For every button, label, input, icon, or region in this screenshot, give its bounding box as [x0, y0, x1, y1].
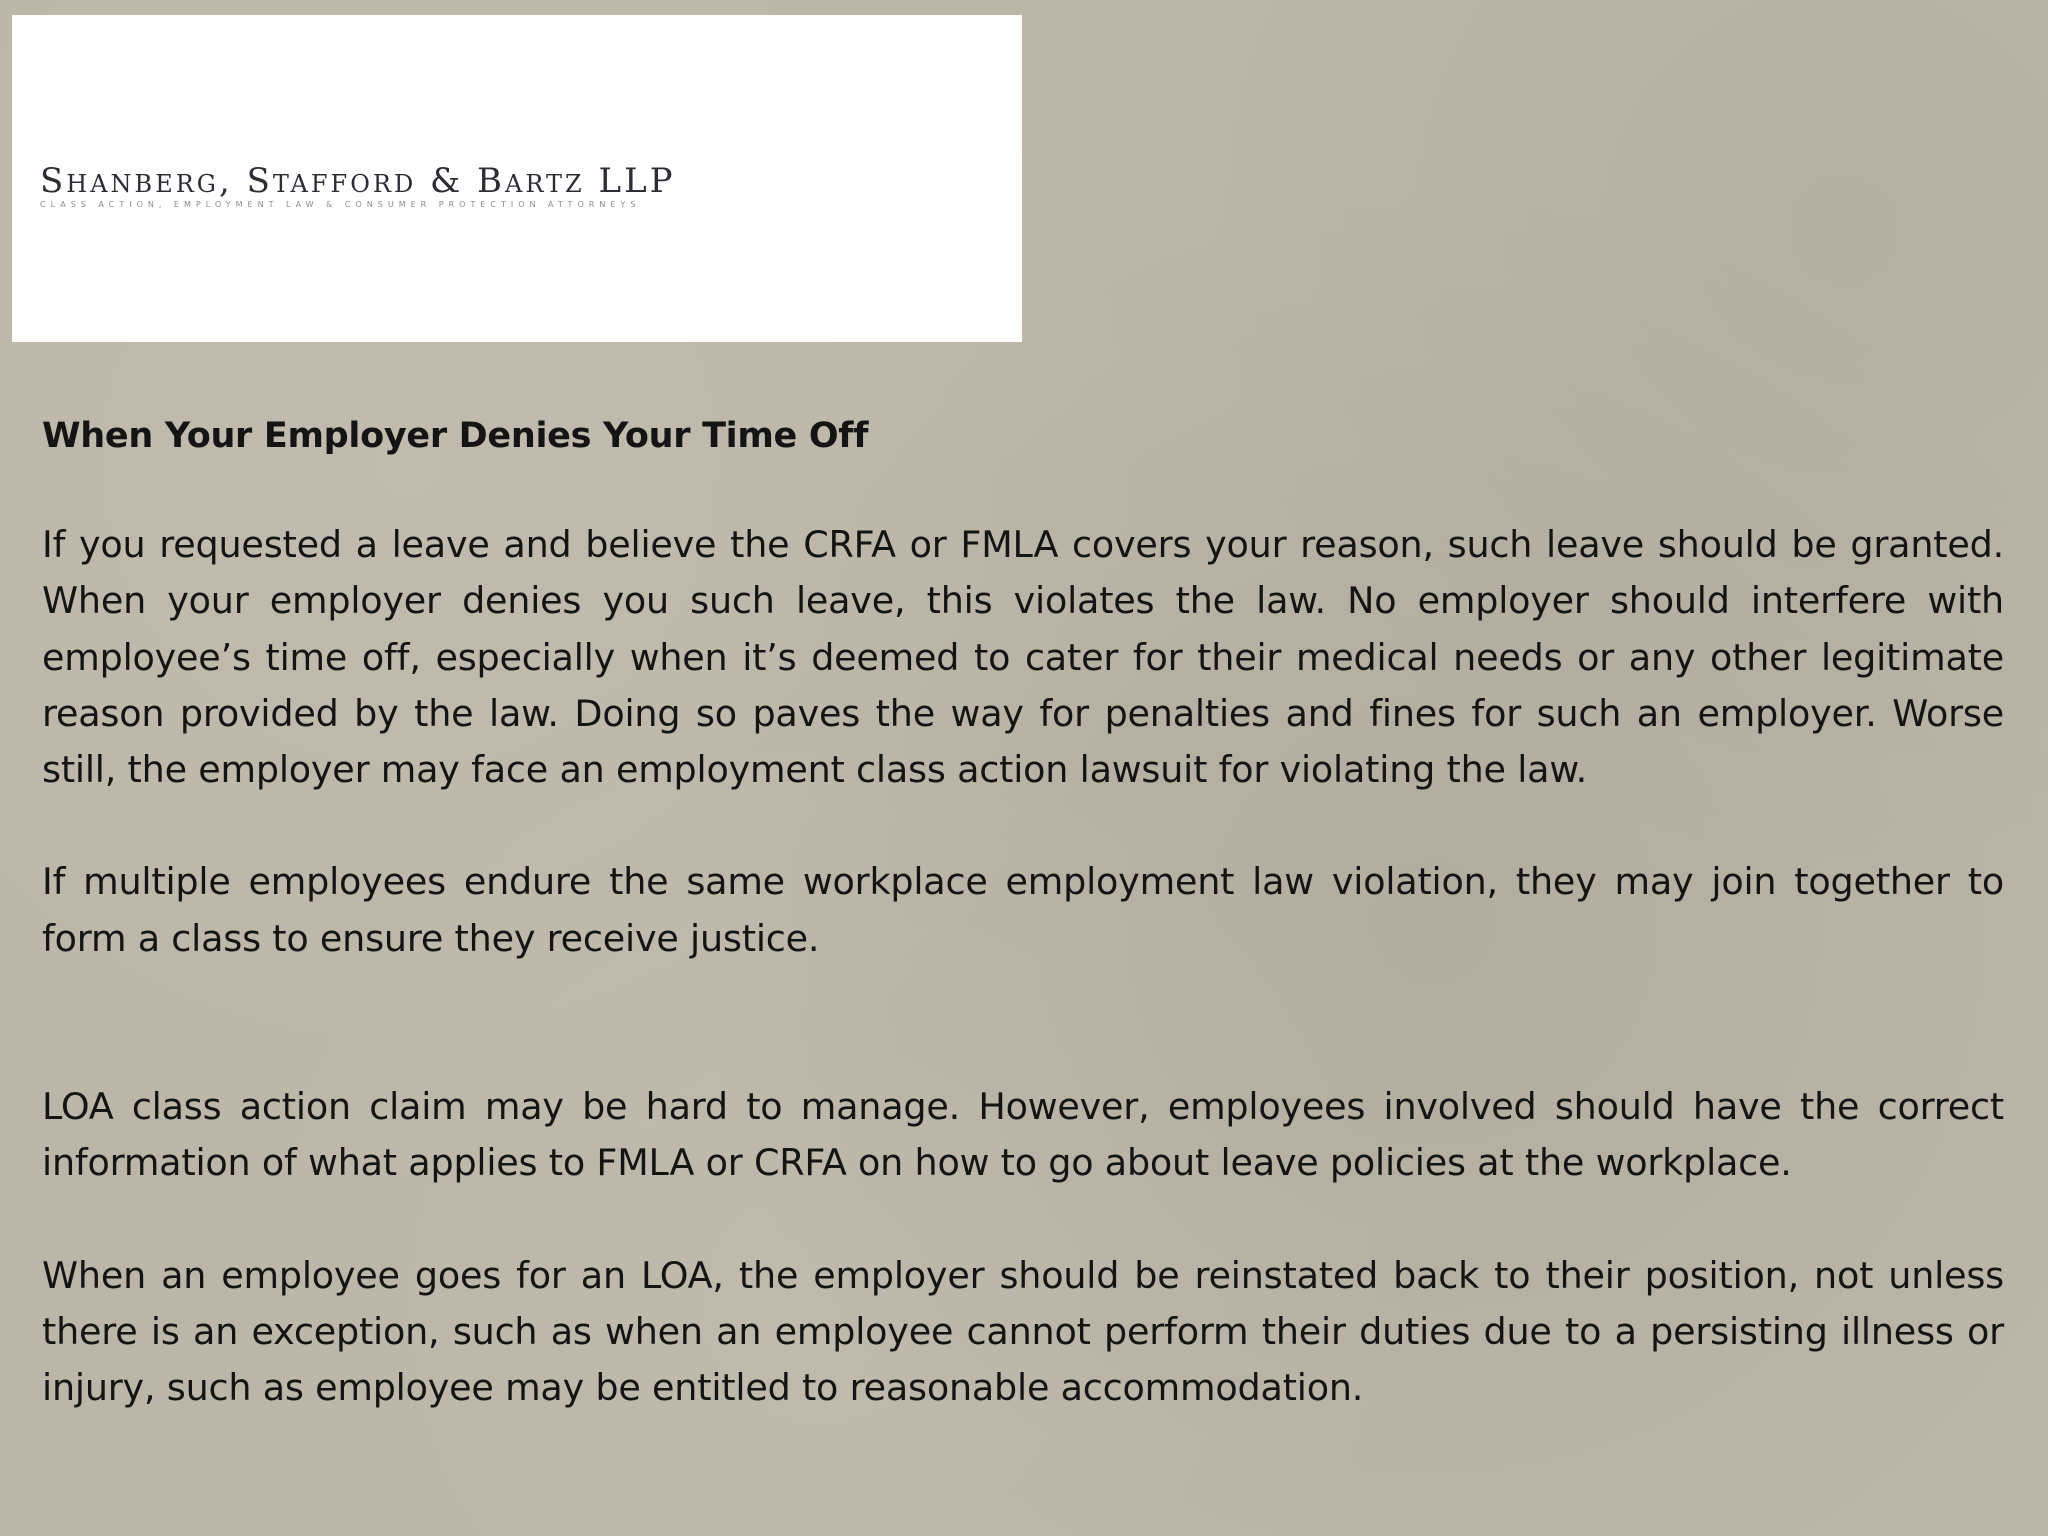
- firm-logo: [12, 15, 1022, 342]
- paragraph-4: When an employee goes for an LOA, the employer should be reinstated back to their position, not unless there is an exception, such as when an employee cannot perform their duties due to a persisting illness or injury, such as employee may be entitled to reasonable accommodation.: [42, 1253, 2004, 1410]
- paragraph-3: LOA class action claim may be hard to manage. However, employees involved should have the correct information of what applies to FMLA or CRFA on how to go about leave policies at the workplace.: [42, 1085, 2004, 1185]
- firm-tagline: CLASS ACTION, EMPLOYMENT LAW & CONSUMER PROTECTION ATTORNEYS: [40, 200, 641, 209]
- paragraph-1: If you requested a leave and believe the CRFA or FMLA covers your reason, such leave should be granted. When your employer denies you such leave, this violates the law. No employer should interfere with employee’s time off, especially when it’s deemed to cater for their medical needs or any other legitimate reason provided by the law. Doing so paves the way for penalties and fines for such an employer. Worse still, the employer may face an employment class action lawsuit for violating the law.: [42, 523, 2004, 792]
- article-body: [42, 412, 2004, 1417]
- firm-name: Shanberg, Stafford & Bartz LLP: [40, 161, 676, 201]
- article-heading: When Your Employer Denies Your Time Off: [42, 416, 869, 456]
- paragraph-2: If multiple employees endure the same workplace employment law violation, they may join together to form a class to ensure they receive justice.: [42, 860, 2004, 960]
